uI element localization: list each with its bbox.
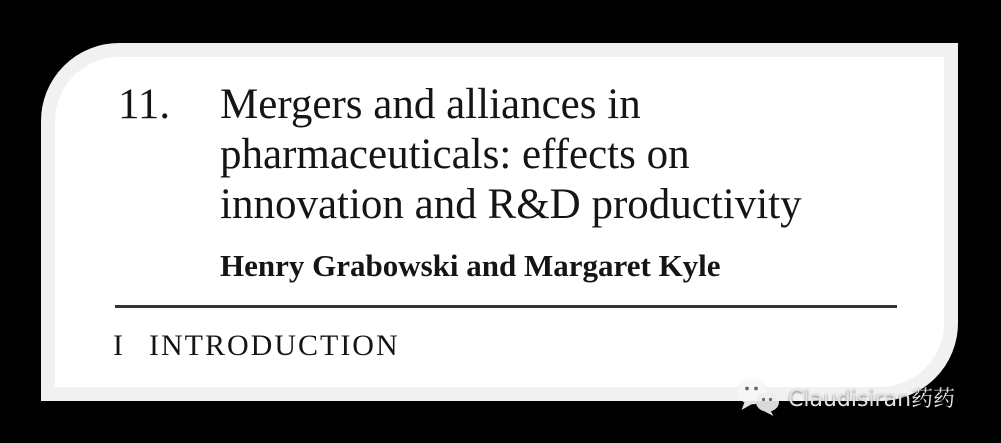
section-heading	[113, 328, 400, 364]
watermark	[736, 378, 955, 416]
chapter-number: 11.	[118, 81, 171, 128]
watermark-text: Claudisiran药药	[788, 386, 956, 412]
wechat-icon	[736, 378, 780, 416]
chapter-title-line: innovation and R&D productivity	[220, 181, 802, 228]
chapter-title-line: Mergers and alliances in	[220, 81, 641, 128]
authors-byline: Henry Grabowski and Margaret Kyle	[220, 248, 721, 283]
section-title: INTRODUCTION	[149, 329, 400, 362]
chapter-title-line: pharmaceuticals: effects on	[220, 131, 690, 178]
chapter-heading	[118, 80, 910, 230]
chapter-title	[220, 80, 910, 230]
document-card	[41, 43, 958, 401]
horizontal-rule	[115, 305, 897, 308]
section-numeral: I	[113, 329, 123, 362]
